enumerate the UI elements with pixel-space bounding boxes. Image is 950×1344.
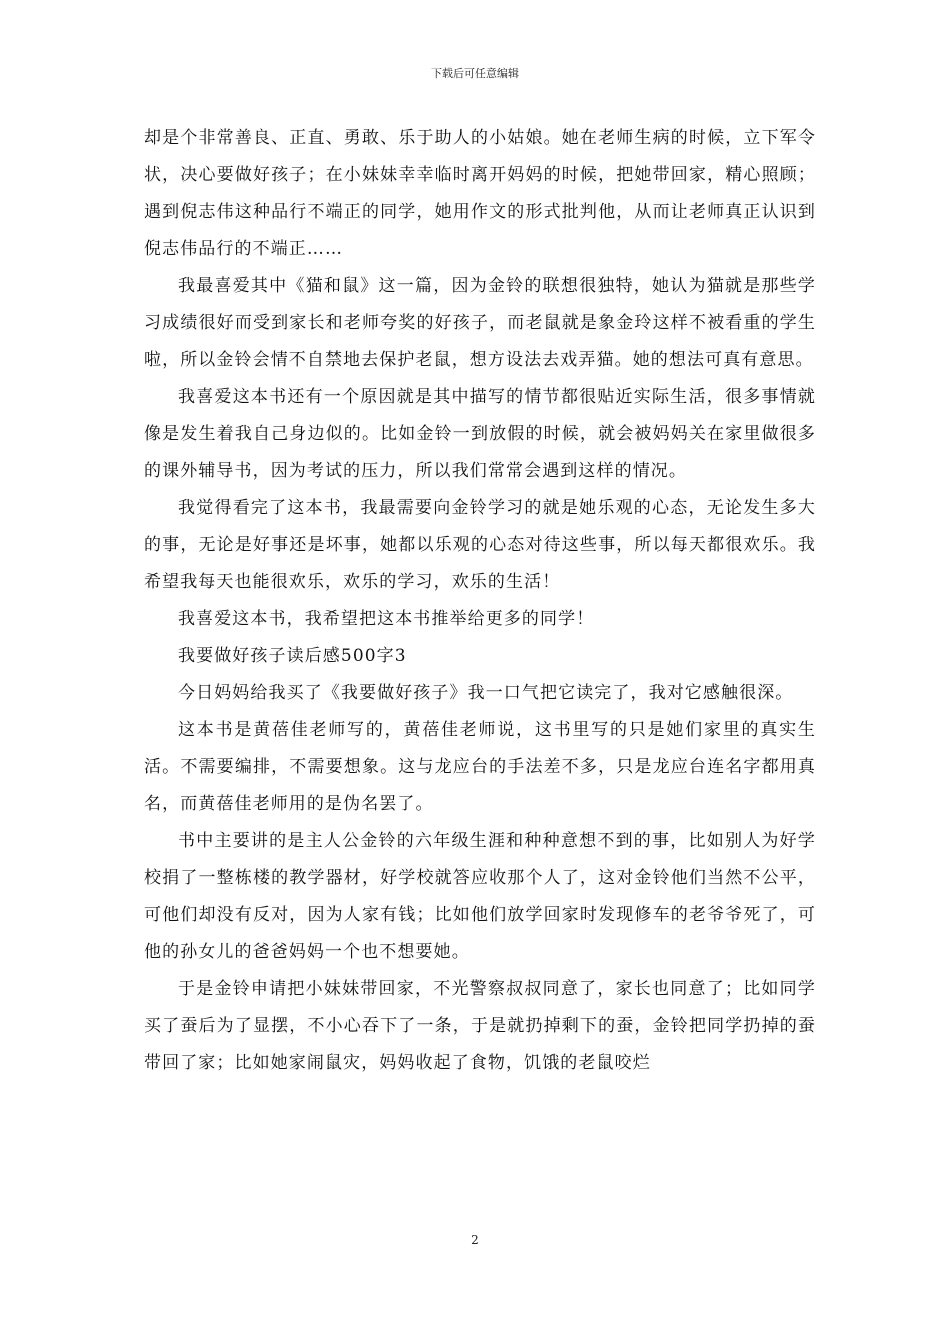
paragraph: 我喜爱这本书还有一个原因就是其中描写的情节都很贴近实际生活，很多事情就像是发生着我自己身边似的。比如金铃一到放假的时候，就会被妈妈关在家里做很多的课外辅导书，因为考试的压力，所以我们常常会遇到这样的情况。 (144, 387, 816, 481)
page-number: 2 (471, 1233, 479, 1247)
paragraph: 今日妈妈给我买了《我要做好孩子》我一口气把它读完了，我对它感触很深。 (178, 683, 794, 703)
paragraph: 书中主要讲的是主人公金铃的六年级生涯和种种意想不到的事，比如别人为好学校捐了一整栋楼的教学器材，好学校就答应收那个人了，这对金铃他们当然不公平，可他们却没有反对，因为人家有钱；比如他们放学回家时发现修车的老爷爷死了，可他的孙女儿的爸爸妈妈一个也不想要她。 (144, 831, 816, 962)
body-text (144, 120, 816, 1082)
paragraph: 于是金铃申请把小妹妹带回家，不光警察叔叔同意了，家长也同意了；比如同学买了蚕后为了显摆，不小心吞下了一条，于是就扔掉剩下的蚕，金铃把同学扔掉的蚕带回了家；比如她家闹鼠灾，妈妈收起了食物，饥饿的老鼠咬烂 (144, 979, 816, 1073)
paragraph: 我喜爱这本书，我希望把这本书推举给更多的同学！ (178, 609, 595, 629)
paragraph: 却是个非常善良、正直、勇敢、乐于助人的小姑娘。她在老师生病的时候，立下军令状，决心要做好孩子；在小妹妹幸幸临时离开妈妈的时候，把她带回家，精心照顾；遇到倪志伟这种品行不端正的同学，她用作文的形式批判他，从而让老师真正认识到倪志伟品行的不端正…… (144, 128, 816, 259)
paragraph: 这本书是黄蓓佳老师写的，黄蓓佳老师说，这书里写的只是她们家里的真实生活。不需要编排，不需要想象。这与龙应台的手法差不多，只是龙应台连名字都用真名，而黄蓓佳老师用的是伪名罢了。 (144, 720, 816, 814)
section-heading: 我要做好孩子读后感500字3 (178, 646, 407, 666)
page-header: 下载后可任意编辑 (431, 67, 519, 80)
paragraph: 我觉得看完了这本书，我最需要向金铃学习的就是她乐观的心态，无论发生多大的事，无论是好事还是坏事，她都以乐观的心态对待这些事，所以每天都很欢乐。我希望我每天也能很欢乐，欢乐的学习，欢乐的生活！ (144, 498, 816, 592)
paragraph: 我最喜爱其中《猫和鼠》这一篇，因为金铃的联想很独特，她认为猫就是那些学习成绩很好而受到家长和老师夸奖的好孩子，而老鼠就是象金玲这样不被看重的学生啦，所以金铃会情不自禁地去保护老鼠，想方设法去戏弄猫。她的想法可真有意思。 (144, 276, 816, 370)
